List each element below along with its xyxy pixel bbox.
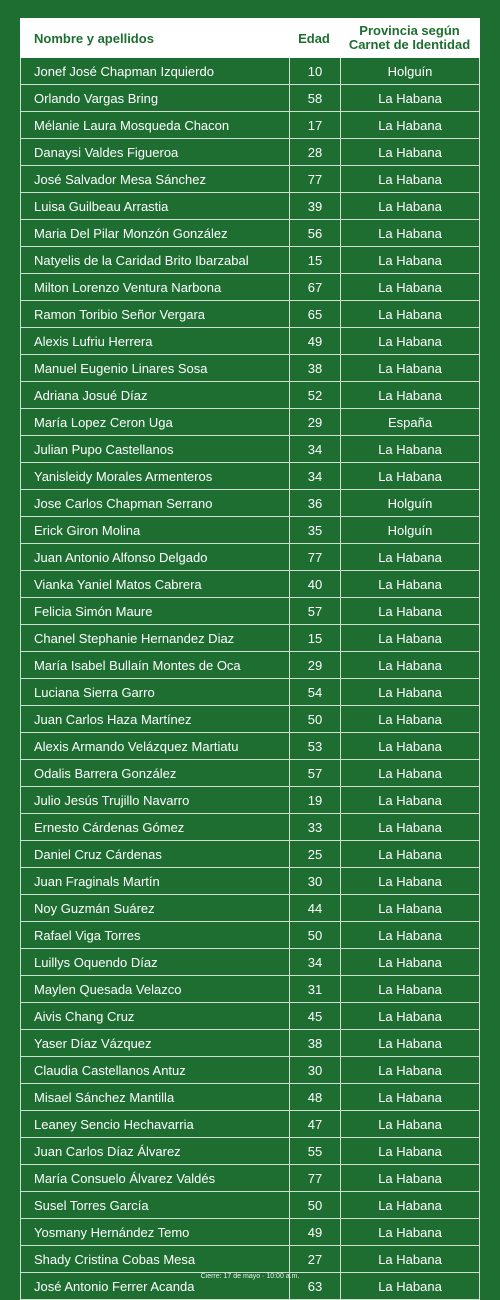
table-row	[21, 1111, 480, 1138]
cell-province: La Habana	[341, 706, 480, 732]
cell-province: La Habana	[341, 274, 480, 300]
cell-age: 65	[290, 301, 341, 327]
cell-name: Leaney Sencio Hechavarria	[21, 1111, 290, 1137]
cell-province: La Habana	[341, 1003, 480, 1029]
cell-province: La Habana	[341, 382, 480, 408]
cell-name: Vianka Yaniel Matos Cabrera	[21, 571, 290, 597]
table-row	[21, 868, 480, 895]
table-row	[21, 814, 480, 841]
cell-age: 50	[290, 922, 341, 948]
cell-province: La Habana	[341, 355, 480, 381]
table-row	[21, 679, 480, 706]
cell-name: Juan Fraginals Martín	[21, 868, 290, 894]
cell-name: Noy Guzmán Suárez	[21, 895, 290, 921]
table-row	[21, 1246, 480, 1273]
cell-age: 54	[290, 679, 341, 705]
cell-age: 50	[290, 1192, 341, 1218]
cell-name: María Consuelo Álvarez Valdés	[21, 1165, 290, 1191]
cell-name: Luillys Oquendo Díaz	[21, 949, 290, 975]
table-row	[21, 1003, 480, 1030]
cell-name: Jonef José Chapman Izquierdo	[21, 58, 290, 84]
cell-province: La Habana	[341, 247, 480, 273]
cell-age: 29	[290, 652, 341, 678]
cell-province: La Habana	[341, 544, 480, 570]
cell-province: La Habana	[341, 1057, 480, 1083]
cell-name: Luisa Guilbeau Arrastia	[21, 193, 290, 219]
table-row	[21, 733, 480, 760]
cell-name: Rafael Viga Torres	[21, 922, 290, 948]
table-row	[21, 436, 480, 463]
cell-name: Maria Del Pilar Monzón González	[21, 220, 290, 246]
cell-province: La Habana	[341, 1084, 480, 1110]
cell-name: Erick Giron Molina	[21, 517, 290, 543]
cell-name: Yanisleidy Morales Armenteros	[21, 463, 290, 489]
cell-province: La Habana	[341, 1030, 480, 1056]
table-row	[21, 544, 480, 571]
cell-name: José Salvador Mesa Sánchez	[21, 166, 290, 192]
table-row	[21, 1084, 480, 1111]
cell-province: La Habana	[341, 328, 480, 354]
cell-age: 34	[290, 436, 341, 462]
cell-age: 17	[290, 112, 341, 138]
cell-province: La Habana	[341, 814, 480, 840]
cell-province: España	[341, 409, 480, 435]
cell-province: La Habana	[341, 571, 480, 597]
cell-age: 53	[290, 733, 341, 759]
cell-province: La Habana	[341, 760, 480, 786]
cell-age: 49	[290, 1219, 341, 1245]
cell-age: 47	[290, 1111, 341, 1137]
table-row	[21, 301, 480, 328]
cell-age: 38	[290, 1030, 341, 1056]
cell-age: 44	[290, 895, 341, 921]
cell-age: 40	[290, 571, 341, 597]
table-row	[21, 706, 480, 733]
cell-province: La Habana	[341, 166, 480, 192]
cell-name: Misael Sánchez Mantilla	[21, 1084, 290, 1110]
table-row	[21, 355, 480, 382]
cell-province: La Habana	[341, 1219, 480, 1245]
table-row	[21, 220, 480, 247]
table-row	[21, 490, 480, 517]
header-name: Nombre y apellidos	[34, 30, 154, 46]
cell-province: La Habana	[341, 733, 480, 759]
cell-name: Luciana Sierra Garro	[21, 679, 290, 705]
cell-province: La Habana	[341, 436, 480, 462]
table-row	[21, 328, 480, 355]
table-row	[21, 652, 480, 679]
cell-name: Jose Carlos Chapman Serrano	[21, 490, 290, 516]
cell-province: La Habana	[341, 85, 480, 111]
cell-name: Yaser Díaz Vázquez	[21, 1030, 290, 1056]
header-province	[339, 24, 480, 52]
cell-name: Adriana Josué Díaz	[21, 382, 290, 408]
cell-name: Chanel Stephanie Hernandez Diaz	[21, 625, 290, 651]
table-header	[20, 18, 480, 58]
table-row	[21, 58, 480, 85]
cell-province: La Habana	[341, 220, 480, 246]
table-row	[21, 760, 480, 787]
cell-province: La Habana	[341, 463, 480, 489]
cell-province: La Habana	[341, 949, 480, 975]
cell-province: La Habana	[341, 922, 480, 948]
table-row	[21, 409, 480, 436]
cell-name: Ernesto Cárdenas Gómez	[21, 814, 290, 840]
cell-province: La Habana	[341, 112, 480, 138]
cell-age: 34	[290, 463, 341, 489]
table-row	[21, 85, 480, 112]
table-row	[21, 382, 480, 409]
cell-name: Felicia Simón Maure	[21, 598, 290, 624]
cell-province: La Habana	[341, 625, 480, 651]
cell-province: Holguín	[341, 490, 480, 516]
cell-age: 57	[290, 598, 341, 624]
cell-province: La Habana	[341, 1111, 480, 1137]
cell-name: Daniel Cruz Cárdenas	[21, 841, 290, 867]
cell-name: Odalis Barrera González	[21, 760, 290, 786]
table-row	[21, 841, 480, 868]
cell-age: 15	[290, 247, 341, 273]
cell-province: La Habana	[341, 1192, 480, 1218]
cell-name: Alexis Lufriu Herrera	[21, 328, 290, 354]
cell-province: La Habana	[341, 679, 480, 705]
table-row	[21, 112, 480, 139]
cell-age: 15	[290, 625, 341, 651]
cell-age: 57	[290, 760, 341, 786]
cell-name: María Lopez Ceron Uga	[21, 409, 290, 435]
cell-name: Julian Pupo Castellanos	[21, 436, 290, 462]
cell-name: Aivis Chang Cruz	[21, 1003, 290, 1029]
table-row	[21, 274, 480, 301]
table-row	[21, 1192, 480, 1219]
cell-age: 31	[290, 976, 341, 1002]
cell-age: 29	[290, 409, 341, 435]
header-province-line1: Provincia según	[359, 23, 460, 38]
cell-age: 77	[290, 1165, 341, 1191]
table-row	[21, 949, 480, 976]
cell-province: La Habana	[341, 598, 480, 624]
table-row	[21, 922, 480, 949]
cell-province: Holguín	[341, 58, 480, 84]
cell-age: 49	[290, 328, 341, 354]
cell-age: 27	[290, 1246, 341, 1272]
cell-name: Maylen Quesada Velazco	[21, 976, 290, 1002]
cell-age: 19	[290, 787, 341, 813]
cell-age: 30	[290, 1057, 341, 1083]
table-row	[21, 787, 480, 814]
cell-age: 35	[290, 517, 341, 543]
table-row	[21, 1138, 480, 1165]
cell-age: 45	[290, 1003, 341, 1029]
cell-age: 58	[290, 85, 341, 111]
cell-age: 10	[290, 58, 341, 84]
table-row	[21, 1057, 480, 1084]
cell-name: Shady Cristina Cobas Mesa	[21, 1246, 290, 1272]
table-row	[21, 1030, 480, 1057]
cell-province: La Habana	[341, 1246, 480, 1272]
cell-province: La Habana	[341, 1273, 480, 1299]
cell-province: La Habana	[341, 139, 480, 165]
table-row	[21, 1165, 480, 1192]
cell-name: Danaysi Valdes Figueroa	[21, 139, 290, 165]
cell-province: La Habana	[341, 652, 480, 678]
cell-age: 56	[290, 220, 341, 246]
cell-age: 77	[290, 544, 341, 570]
table-row	[21, 247, 480, 274]
table-body	[20, 58, 480, 1300]
cell-name: Manuel Eugenio Linares Sosa	[21, 355, 290, 381]
cell-name: José Antonio Ferrer Acanda	[21, 1273, 290, 1299]
cell-province: La Habana	[341, 193, 480, 219]
cell-age: 33	[290, 814, 341, 840]
cell-age: 30	[290, 868, 341, 894]
table-row	[21, 1219, 480, 1246]
cell-name: Yosmany Hernández Temo	[21, 1219, 290, 1245]
cell-name: Juan Carlos Díaz Álvarez	[21, 1138, 290, 1164]
cell-age: 77	[290, 166, 341, 192]
cell-province: Holguín	[341, 517, 480, 543]
cell-province: La Habana	[341, 976, 480, 1002]
cell-age: 25	[290, 841, 341, 867]
table-row	[21, 139, 480, 166]
cell-province: La Habana	[341, 1165, 480, 1191]
table-row	[21, 166, 480, 193]
table-row	[21, 571, 480, 598]
cell-age: 28	[290, 139, 341, 165]
cell-province: La Habana	[341, 868, 480, 894]
cell-name: Susel Torres García	[21, 1192, 290, 1218]
passenger-table	[20, 18, 480, 1300]
cell-age: 67	[290, 274, 341, 300]
cell-name: Ramon Toribio Señor Vergara	[21, 301, 290, 327]
table-row	[21, 976, 480, 1003]
cell-age: 55	[290, 1138, 341, 1164]
table-row	[21, 193, 480, 220]
cell-age: 39	[290, 193, 341, 219]
cell-name: Juan Antonio Alfonso Delgado	[21, 544, 290, 570]
cell-name: Julio Jesús Trujillo Navarro	[21, 787, 290, 813]
cell-province: La Habana	[341, 787, 480, 813]
cell-name: Juan Carlos Haza Martínez	[21, 706, 290, 732]
table-row	[21, 598, 480, 625]
table-row	[21, 463, 480, 490]
cell-age: 38	[290, 355, 341, 381]
cell-name: Claudia Castellanos Antuz	[21, 1057, 290, 1083]
cell-age: 34	[290, 949, 341, 975]
table-row	[21, 895, 480, 922]
cell-name: Milton Lorenzo Ventura Narbona	[21, 274, 290, 300]
cell-age: 48	[290, 1084, 341, 1110]
cell-age: 50	[290, 706, 341, 732]
cell-name: Mélanie Laura Mosqueda Chacon	[21, 112, 290, 138]
cell-name: Natyelis de la Caridad Brito Ibarzabal	[21, 247, 290, 273]
header-province-line2: Carnet de Identidad	[348, 37, 471, 52]
cell-province: La Habana	[341, 895, 480, 921]
cell-age: 63	[290, 1273, 341, 1299]
table-row	[21, 517, 480, 544]
cell-name: Orlando Vargas Bring	[21, 85, 290, 111]
cell-age: 52	[290, 382, 341, 408]
cell-province: La Habana	[341, 841, 480, 867]
header-age: Edad	[298, 30, 330, 46]
footer-note: Cierre: 17 de mayo · 10:00 a.m.	[200, 1273, 300, 1280]
cell-age: 36	[290, 490, 341, 516]
table-row	[21, 625, 480, 652]
cell-province: La Habana	[341, 1138, 480, 1164]
cell-name: Alexis Armando Velázquez Martiatu	[21, 733, 290, 759]
cell-name: María Isabel Bullaín Montes de Oca	[21, 652, 290, 678]
cell-province: La Habana	[341, 301, 480, 327]
